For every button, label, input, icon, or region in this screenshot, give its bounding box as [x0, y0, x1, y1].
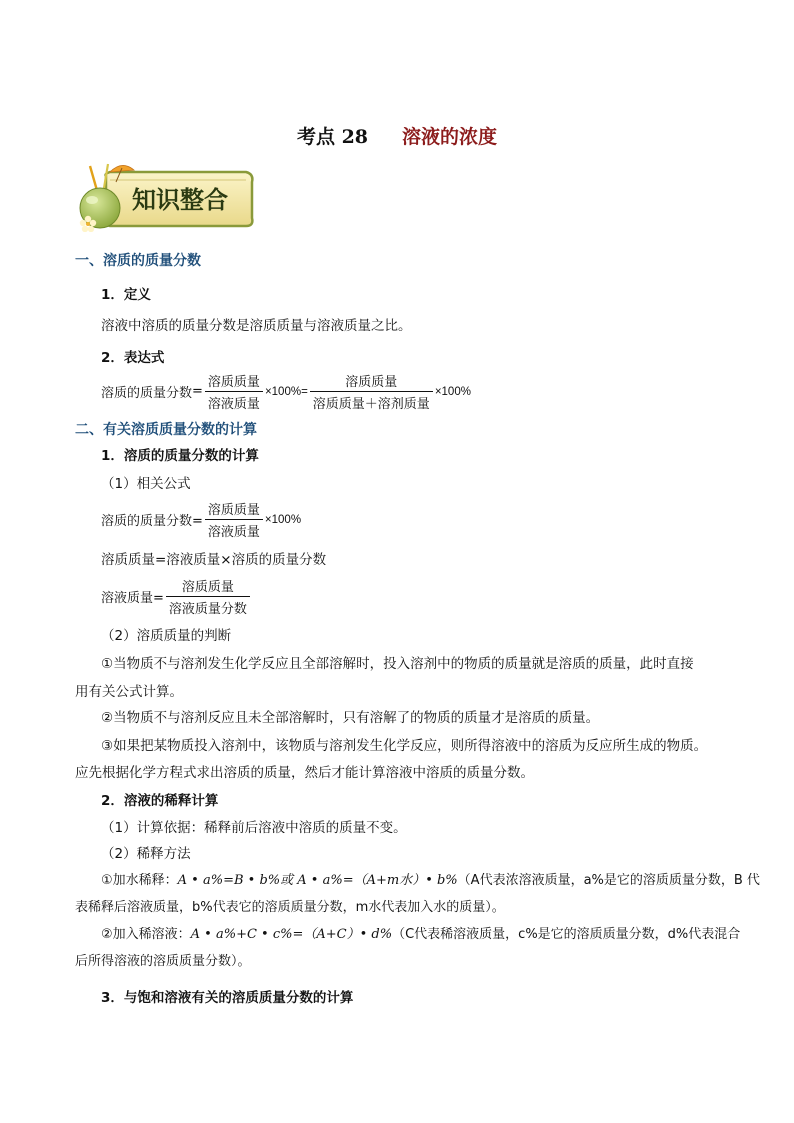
dilution-basis: （1）计算依据：稀释前后溶液中溶质的质量不变。 — [101, 820, 407, 836]
badge-text: 知识整合 — [132, 186, 228, 214]
section-heading-2: 二、有关溶质质量分数的计算 — [75, 422, 257, 438]
title-name: 溶液的浓度 — [402, 126, 498, 148]
page-title — [0, 122, 794, 149]
item-judgement: （2）溶质质量的判断 — [101, 628, 232, 644]
fraction — [205, 499, 263, 540]
fraction-numerator: 溶质质量 — [345, 375, 398, 390]
dilute-solution-formula: A • a%+C • c%=（A+C）• d% — [190, 927, 393, 942]
times-100-eq: ×100%= — [264, 385, 308, 398]
expr-eq: = — [192, 384, 203, 399]
dilution-methods: （2）稀释方法 — [101, 846, 191, 862]
dilute-solution-line-1 — [101, 923, 740, 942]
water-dilution-formula: A • a%=B • b%或 A • a%=（A+m水）• b% — [177, 873, 458, 888]
fraction-denominator: 溶液质量分数 — [166, 596, 250, 617]
water-dilution-line-2: 表稀释后溶液质量，b%代表它的溶质质量分数，m水代表加入水的质量）。 — [75, 900, 505, 915]
definition-heading: 1．定义 — [101, 287, 151, 303]
water-dilution-label: ①加水稀释： — [101, 873, 178, 888]
fraction-numerator: 溶质质量 — [207, 503, 260, 518]
times-100: ×100% — [434, 385, 471, 398]
formula-rhs: ×100% — [264, 513, 302, 526]
formula-lhs: 溶液质量= — [101, 591, 164, 606]
formula-mass-fraction — [101, 499, 301, 540]
dilute-solution-label: ②加入稀溶液： — [101, 927, 191, 942]
fraction-numerator: 溶质质量 — [181, 580, 234, 595]
knowledge-badge — [76, 160, 256, 232]
water-dilution-explanation: （A代表浓溶液质量，a%是它的溶质质量分数，B 代 — [457, 873, 760, 888]
subsection-heading-1: 1．溶质的质量分数的计算 — [101, 448, 259, 464]
fraction-denominator: 溶质质量＋溶剂质量 — [310, 391, 433, 412]
title-number: 考点 28 — [296, 126, 369, 148]
formula-solution-mass — [101, 576, 252, 617]
fraction — [166, 576, 250, 617]
formula-lhs: 溶质的质量分数= — [101, 514, 203, 529]
paragraph-1-line-2: 用有关公式计算。 — [75, 684, 183, 700]
fraction-solute-over-solution — [205, 371, 263, 412]
dilute-solution-line-2: 后所得溶液的溶质质量分数）。 — [75, 954, 251, 969]
item-related-formula: （1）相关公式 — [101, 476, 191, 492]
expression-heading: 2．表达式 — [101, 350, 165, 366]
subsection-heading-3: 3．与饱和溶液有关的溶质质量分数的计算 — [101, 990, 354, 1006]
fraction-numerator: 溶质质量 — [207, 375, 260, 390]
paragraph-3-line-1: ③如果把某物质投入溶剂中，该物质与溶剂发生化学反应，则所得溶液中的溶质为反应所生成的物质。 — [101, 738, 708, 754]
paragraph-1-line-1: ①当物质不与溶剂发生化学反应且全部溶解时，投入溶剂中的物质的质量就是溶质的质量，此时直接 — [101, 656, 694, 672]
subsection-heading-2: 2．溶液的稀释计算 — [101, 793, 219, 809]
fraction-denominator: 溶液质量 — [205, 519, 263, 540]
formula-solute-mass: 溶质质量=溶液质量×溶质的质量分数 — [101, 552, 327, 568]
expression-formula — [101, 371, 471, 412]
expr-lhs: 溶质的质量分数 — [101, 386, 193, 401]
fraction-solute-over-sum — [310, 371, 433, 412]
dilute-solution-explanation: （C代表稀溶液质量，c%是它的溶质质量分数，d%代表混合 — [392, 927, 741, 942]
section-heading-1: 一、溶质的质量分数 — [75, 253, 201, 269]
paragraph-3-line-2: 应先根据化学方程式求出溶质的质量，然后才能计算溶液中溶质的质量分数。 — [75, 765, 534, 781]
fraction-denominator: 溶液质量 — [205, 391, 263, 412]
water-dilution-line-1 — [101, 869, 760, 888]
definition-text: 溶液中溶质的质量分数是溶质质量与溶液质量之比。 — [101, 318, 412, 334]
paragraph-2: ②当物质不与溶剂反应且未全部溶解时，只有溶解了的物质的质量才是溶质的质量。 — [101, 710, 600, 726]
